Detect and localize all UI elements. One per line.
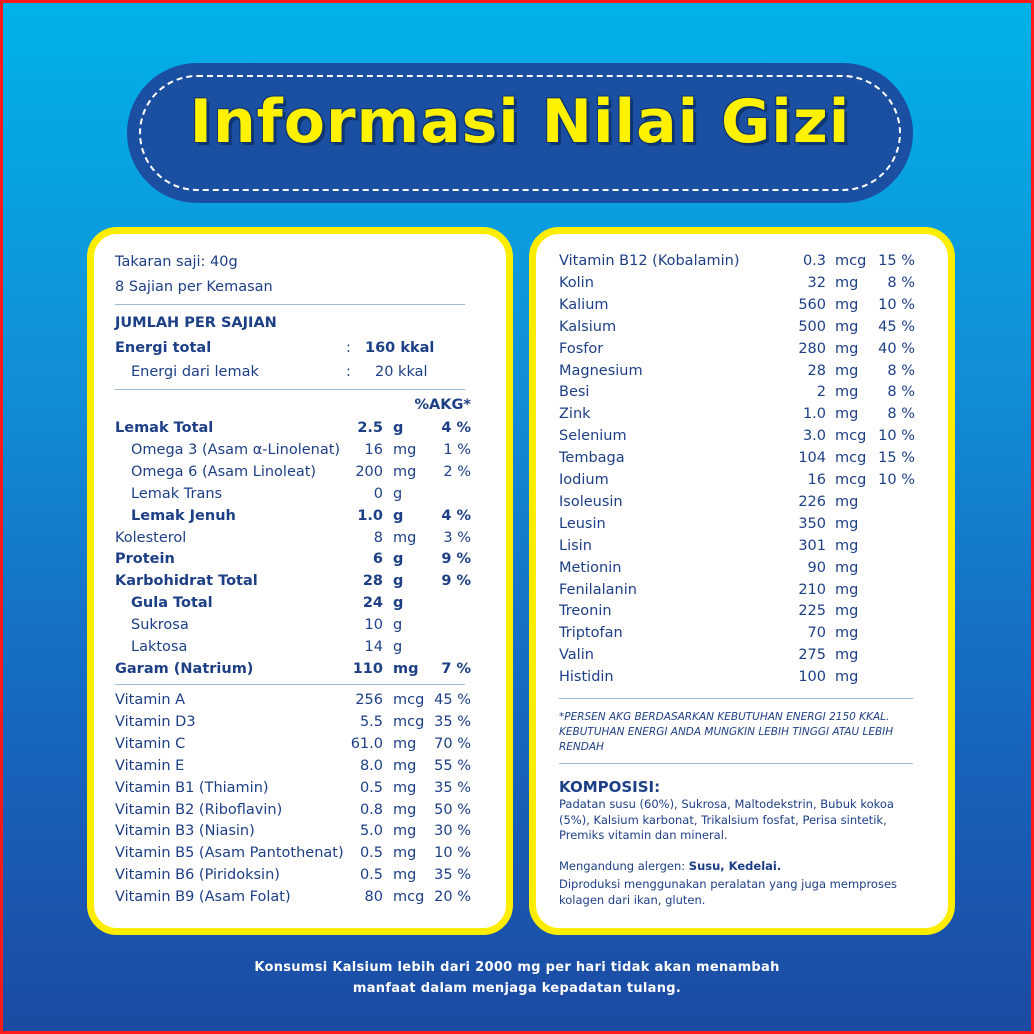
nutrient-akg: 8 % [887,362,915,379]
nutrient-value: 560 [798,296,826,313]
vitamin-akg: 55 % [434,757,471,774]
page-title: Informasi Nilai Gizi [189,87,851,157]
nutrient-label: Kalium [559,296,609,313]
nutrient-value: 2.5 [357,420,383,436]
allergen-line [559,859,781,875]
nutrient-value: 28 [362,573,383,590]
nutrient-label: Protein [115,551,175,568]
nutrient-value: 16 [807,472,826,488]
vitamin-label: Vitamin B6 (Piridoksin) [115,867,280,884]
nutrient-unit: mg [835,581,859,598]
nutrient-value: 14 [364,639,383,655]
nutrient-unit: mg [835,340,859,357]
nutrient-akg: 8 % [887,384,915,401]
nutrient-unit: mg [835,384,859,401]
nutrient-value: 3.0 [802,428,826,445]
composition-line: (5%), Kalsium karbonat, Trikalsium fosfat, Perisa sintetik, [559,812,887,827]
nutrient-value: 104 [798,450,826,467]
nutrient-unit: mg [835,625,859,642]
nutrient-label: Omega 6 (Asam Linoleat) [131,463,317,480]
nutrient-unit: mg [835,493,859,510]
nutrient-label: Iodium [559,472,609,488]
vitamin-value: 5.0 [359,823,383,840]
nutrient-akg: 4 % [441,420,471,436]
vitamin-akg: 35 % [434,713,471,730]
nutrient-value: 301 [798,537,826,554]
nutrient-value: 350 [798,515,826,532]
calcium-warning [3,957,1031,999]
nutrient-value: 70 [807,625,826,642]
nutrient-unit: g [393,617,403,634]
nutrient-label: Lemak Trans [131,485,223,502]
nutrient-akg: 10 % [878,428,915,445]
nutrient-label: Treonin [559,603,612,620]
vitamin-value: 0.8 [359,801,383,818]
nutrient-value: 10 [364,617,383,634]
nutrient-unit: mg [393,441,417,458]
nutrition-card-left [87,227,513,935]
nutrient-value: 226 [798,493,826,510]
nutrient-unit: mcg [835,450,867,467]
energy-fat-label: Energi dari lemak [131,364,259,380]
nutrient-akg: 9 % [441,551,471,568]
nutrient-akg: 2 % [443,463,471,480]
nutrient-label: Garam (Natrium) [115,660,254,677]
vitamin-akg: 10 % [434,845,471,862]
per-serving-heading: JUMLAH PER SAJIAN [115,315,277,331]
nutrient-label: Gula Total [131,595,213,612]
nutrient-unit: mcg [835,253,867,269]
nutrient-unit: mg [835,559,859,576]
nutrient-unit: g [393,420,404,436]
vitamin-label: Vitamin A [115,692,186,708]
nutrient-value: 275 [798,647,826,664]
nutrient-akg: 1 % [443,441,471,458]
nutrient-unit: g [393,507,404,524]
nutrient-unit: g [393,551,404,568]
vitamin-unit: mcg [393,889,425,906]
vitamin-akg: 20 % [434,889,471,906]
nutrient-unit: mg [835,537,859,554]
nutrient-akg: 4 % [441,507,471,524]
allergen-items: Susu, Kedelai. [688,859,782,873]
vitamin-akg: 35 % [434,779,471,796]
nutrient-value: 1.0 [357,507,383,524]
nutrient-label: Zink [559,406,591,423]
nutrient-label: Kalsium [559,318,617,335]
nutrient-akg: 7 % [441,660,471,677]
nutrient-value: 280 [798,340,826,357]
nutrient-unit: g [393,595,404,612]
nutrient-label: Magnesium [559,362,643,379]
nutrient-value: 6 [372,551,383,568]
vitamin-value: 0.5 [359,779,383,796]
divider [559,698,913,699]
nutrient-value: 28 [807,362,826,379]
vitamin-label: Vitamin D3 [115,713,196,730]
nutrient-label: Fosfor [559,340,604,357]
vitamin-label: Vitamin B9 (Asam Folat) [115,889,291,906]
nutrient-unit: mg [835,362,859,379]
nutrient-label: Isoleusin [559,493,623,510]
nutrient-value: 100 [798,669,826,686]
nutrient-unit: mg [835,669,859,686]
vitamin-unit: mg [393,757,417,774]
vitamin-unit: mg [393,735,417,752]
vitamin-value: 5.5 [359,713,383,730]
nutrient-akg: 3 % [443,529,471,546]
footer-line: Konsumsi Kalsium lebih dari 2000 mg per hari tidak akan menambah [254,960,780,975]
nutrient-label: Lisin [559,537,592,554]
allergen-prefix: Mengandung alergen: [559,859,689,873]
nutrient-label: Kolin [559,274,594,291]
nutrient-label: Omega 3 (Asam α-Linolenat) [131,441,341,458]
nutrient-label: Metionin [559,559,622,576]
vitamin-unit: mcg [393,692,425,708]
nutrient-value: 16 [364,441,383,458]
process-note-line: kolagen dari ikan, gluten. [559,892,706,907]
nutrient-akg: 10 % [878,296,915,313]
nutrient-label: Vitamin B12 (Kobalamin) [559,253,740,269]
serving-size: Takaran saji: 40g [115,254,238,270]
akg-note-line: *PERSEN AKG BERDASARKAN KEBUTUHAN ENERGI 2150 KKAL. [559,711,890,723]
vitamin-unit: mg [393,779,417,796]
nutrient-unit: mcg [835,428,867,445]
nutrient-unit: mcg [835,472,867,488]
energy-fat-value: 20 kkal [375,364,428,380]
title-banner [127,63,913,203]
process-note-line: Diproduksi menggunakan peralatan yang juga memproses [559,877,898,891]
vitamin-akg: 50 % [434,801,471,818]
vitamin-unit: mcg [393,713,425,730]
nutrient-value: 24 [362,595,383,612]
akg-header: %AKG* [414,397,471,413]
nutrient-value: 1.0 [802,406,826,423]
divider [115,684,465,685]
nutrient-akg: 45 % [878,318,915,335]
nutrient-value: 90 [807,559,826,576]
nutrient-label: Selenium [559,428,627,445]
divider [115,304,465,305]
nutrient-unit: mg [393,660,419,677]
nutrient-unit: mg [393,463,417,480]
nutrient-value: 500 [798,318,826,335]
nutrient-unit: g [393,485,403,502]
nutrient-label: Histidin [559,669,614,686]
nutrient-unit: mg [835,274,859,291]
nutrient-value: 32 [807,274,826,291]
nutrient-value: 210 [798,581,826,598]
composition-line: Padatan susu (60%), Sukrosa, Maltodekstrin, Bubuk kokoa [559,797,894,811]
akg-note-line: KEBUTUHAN ENERGI ANDA MUNGKIN LEBIH TINGGI ATAU LEBIH [559,726,894,738]
vitamin-label: Vitamin B1 (Thiamin) [115,779,269,796]
energy-fat-sep: : [346,364,351,380]
vitamin-label: Vitamin E [115,757,185,774]
nutrient-label: Kolesterol [115,529,187,546]
nutrient-label: Laktosa [131,639,188,655]
nutrient-unit: mg [835,603,859,620]
vitamin-value: 0.5 [359,867,383,884]
vitamin-akg: 35 % [434,867,471,884]
nutrient-label: Sukrosa [131,617,189,634]
vitamin-unit: mg [393,845,417,862]
energy-total-sep: : [346,340,351,356]
nutrient-akg: 8 % [887,274,915,291]
vitamin-akg: 70 % [434,735,471,752]
energy-total-label: Energi total [115,340,212,356]
nutrient-unit: mg [835,406,859,423]
vitamin-value: 0.5 [359,845,383,862]
nutrient-akg: 9 % [441,573,471,590]
nutrient-label: Fenilalanin [559,581,637,598]
vitamin-value: 8.0 [359,757,383,774]
nutrient-label: Tembaga [559,450,625,467]
nutrition-card-right [529,227,955,935]
vitamin-label: Vitamin B3 (Niasin) [115,823,255,840]
nutrient-akg: 40 % [878,340,915,357]
divider [559,763,913,764]
servings-per-pack: 8 Sajian per Kemasan [115,279,273,295]
vitamin-unit: mg [393,801,417,818]
vitamin-akg: 45 % [434,692,471,708]
vitamin-value: 80 [364,889,383,906]
nutrient-unit: g [393,639,403,655]
nutrient-value: 225 [798,603,826,620]
nutrient-label: Lemak Total [115,420,214,436]
footer-line: manfaat dalam menjaga kepadatan tulang. [352,981,682,996]
nutrient-akg: 15 % [878,450,915,467]
vitamin-label: Vitamin B2 (Riboflavin) [115,801,283,818]
nutrient-value: 110 [352,660,383,677]
vitamin-unit: mg [393,867,417,884]
nutrient-akg: 8 % [887,406,915,423]
nutrient-akg: 10 % [878,472,915,488]
nutrient-label: Lemak Jenuh [131,507,236,524]
vitamin-value: 61.0 [350,735,383,752]
nutrient-label: Valin [559,647,594,664]
nutrient-unit: mg [835,647,859,664]
nutrient-unit: mg [835,296,859,313]
vitamin-value: 256 [355,692,383,708]
energy-total-value: 160 kkal [365,340,435,356]
nutrient-value: 200 [355,463,383,480]
vitamin-unit: mg [393,823,417,840]
akg-note-line: RENDAH [559,741,604,753]
vitamin-akg: 30 % [434,823,471,840]
nutrient-akg: 15 % [878,253,915,269]
nutrient-value: 8 [373,529,383,546]
nutrient-unit: mg [835,515,859,532]
nutrient-unit: g [393,573,404,590]
composition-line: Premiks vitamin dan mineral. [559,828,728,842]
nutrient-label: Besi [559,384,590,401]
vitamin-label: Vitamin B5 (Asam Pantothenat) [115,845,344,862]
nutrient-label: Leusin [559,515,606,532]
nutrient-value: 0.3 [802,253,826,269]
nutrient-value: 0 [373,485,383,502]
nutrient-unit: mg [393,529,417,546]
nutrient-label: Triptofan [559,625,623,642]
vitamin-label: Vitamin C [115,735,186,752]
nutrient-value: 2 [816,384,826,401]
divider [115,389,465,390]
composition-heading: KOMPOSISI: [559,778,661,796]
nutrient-label: Karbohidrat Total [115,573,258,590]
nutrient-unit: mg [835,318,859,335]
